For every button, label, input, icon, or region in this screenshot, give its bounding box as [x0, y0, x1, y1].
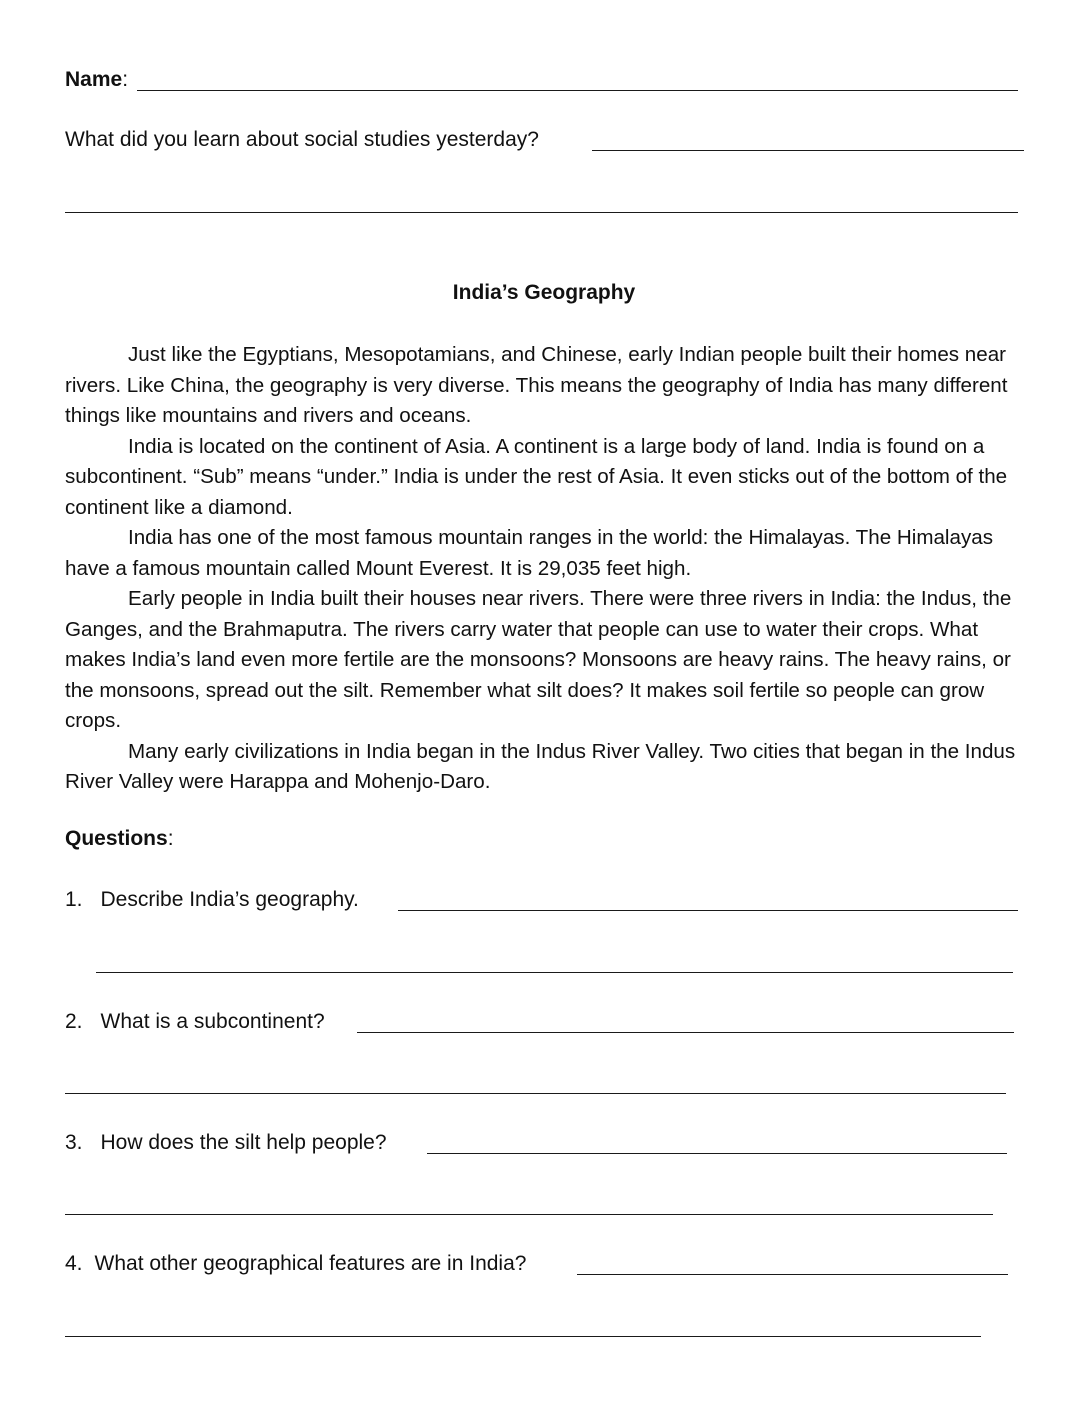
question-4-answer-line-1[interactable]	[577, 1274, 1008, 1275]
question-2-answer-line-1[interactable]	[357, 1032, 1014, 1033]
warmup-prompt: What did you learn about social studies yesterday?	[65, 128, 539, 151]
paragraph: Just like the Egyptians, Mesopotamians, and Chinese, early Indian people built their homes near rivers. Like China, the geography is very diverse. This means the geography of India has many different things like mountains and rivers and oceans.	[65, 343, 1008, 427]
questions-colon: :	[167, 827, 174, 850]
question-1	[65, 887, 359, 913]
question-4-answer-line-2[interactable]	[65, 1336, 981, 1337]
passage-title: India’s Geography	[452, 281, 636, 304]
reading-passage	[65, 340, 1030, 798]
paragraph: Many early civilizations in India began in the Indus River Valley. Two cities that began in the Indus River Valley were Harappa and Mohenjo-Daro.	[65, 739, 1016, 793]
question-1-answer-line-2[interactable]	[96, 972, 1013, 973]
question-number: 1.	[65, 888, 83, 911]
question-number: 3.	[65, 1131, 83, 1154]
question-3-answer-line-1[interactable]	[427, 1153, 1007, 1154]
questions-label: Questions	[65, 827, 168, 850]
question-text: What is a subcontinent?	[100, 1010, 325, 1033]
question-number: 4.	[65, 1252, 83, 1275]
questions-heading	[65, 826, 174, 852]
paragraph: Early people in India built their houses near rivers. There were three rivers in India: the Indus, the Ganges, and the Brahmaputra. The rivers carry water that people can use to water their crops. What makes India’s land even more fertile are the monsoons? Monsoons are heavy rains. The heavy rains, or the monsoons, spread out the silt. Remember what silt does? It makes soil fertile so people can grow crops.	[65, 587, 1012, 732]
question-number: 2.	[65, 1010, 83, 1033]
warmup-answer-line-1[interactable]	[592, 150, 1024, 151]
question-text: Describe India’s geography.	[100, 888, 359, 911]
question-3-answer-line-2[interactable]	[65, 1214, 993, 1215]
question-2-answer-line-2[interactable]	[65, 1093, 1006, 1094]
paragraph: India is located on the continent of Asia. A continent is a large body of land. India is found on a subcontinent. “Sub” means “under.” India is under the rest of Asia. It even sticks out of the bottom of the continent like a diamond.	[65, 434, 1008, 519]
question-text: What other geographical features are in India?	[94, 1252, 527, 1275]
name-answer-line[interactable]	[137, 90, 1018, 91]
question-2	[65, 1009, 325, 1035]
name-label-row	[65, 67, 128, 93]
name-colon: :	[122, 68, 129, 91]
question-3	[65, 1130, 387, 1156]
question-4	[65, 1251, 526, 1277]
warmup-answer-line-2[interactable]	[65, 212, 1018, 213]
question-1-answer-line-1[interactable]	[398, 910, 1018, 911]
question-text: How does the silt help people?	[100, 1131, 387, 1154]
name-label: Name	[65, 68, 123, 91]
paragraph: India has one of the most famous mountain ranges in the world: the Himalayas. The Himalayas have a famous mountain called Mount Everest. It is 29,035 feet high.	[65, 526, 994, 580]
